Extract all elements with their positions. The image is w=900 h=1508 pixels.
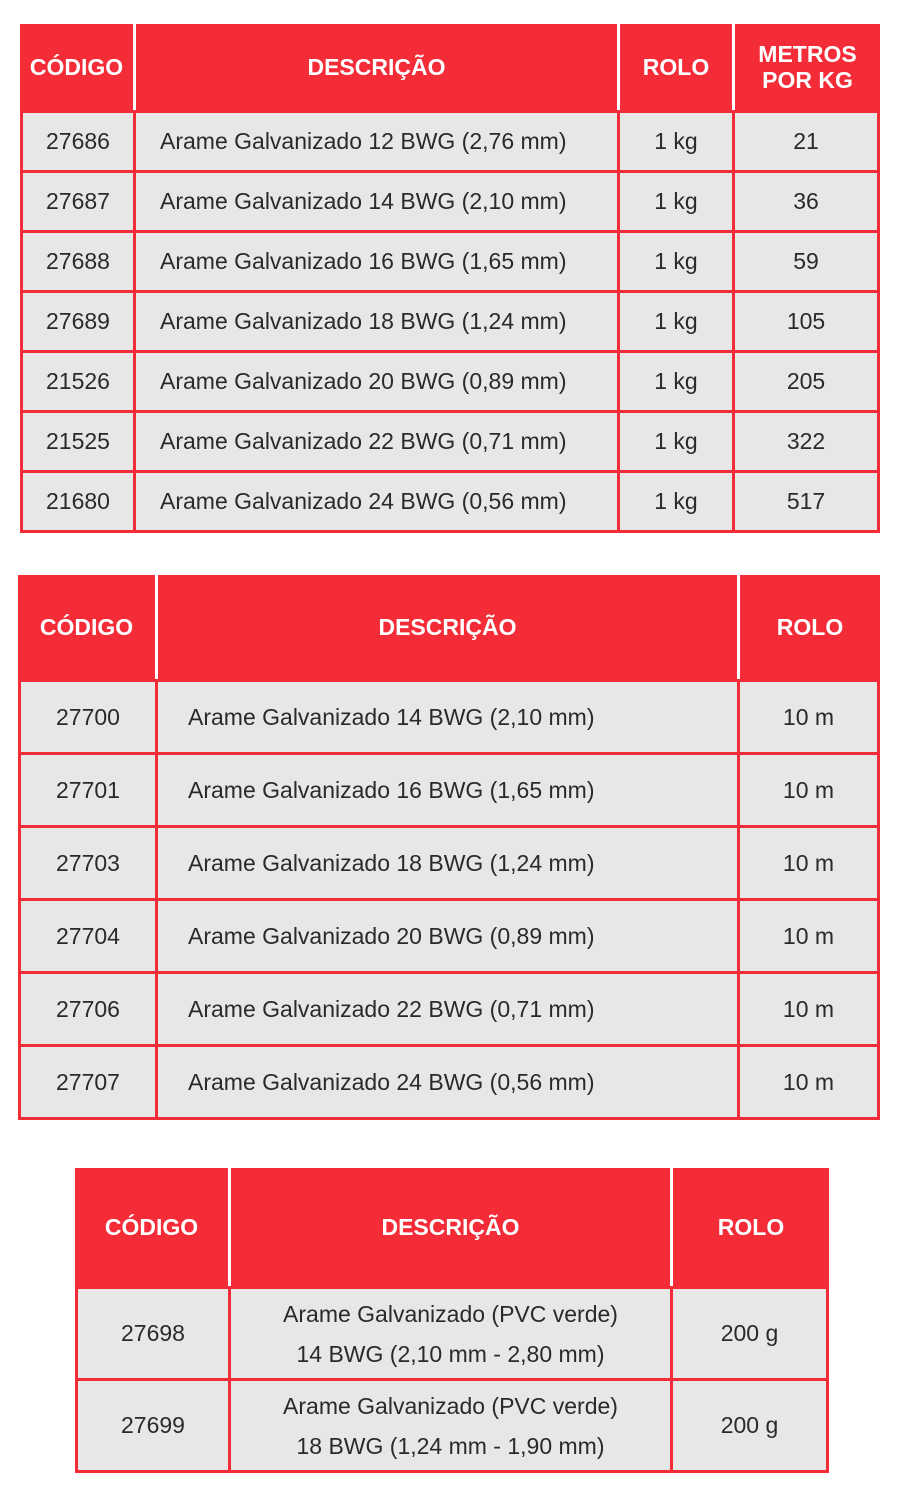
- cell-rolo: 10 m: [740, 679, 880, 752]
- cell-descricao-line-1: Arame Galvanizado (PVC verde): [283, 1392, 618, 1419]
- cell-rolo: 10 m: [740, 825, 880, 898]
- cell-metros: 21: [735, 110, 880, 170]
- cell-rolo: 10 m: [740, 1044, 880, 1120]
- wire-table-per-meter: [18, 575, 880, 1120]
- cell-descricao: Arame Galvanizado 18 BWG (1,24 mm): [158, 825, 740, 898]
- header-rolo: ROLO: [740, 575, 880, 679]
- cell-rolo: 1 kg: [620, 290, 735, 350]
- cell-descricao: Arame Galvanizado 22 BWG (0,71 mm): [136, 410, 620, 470]
- cell-codigo: 27689: [20, 290, 136, 350]
- cell-descricao: Arame Galvanizado 18 BWG (1,24 mm): [136, 290, 620, 350]
- cell-rolo: 1 kg: [620, 230, 735, 290]
- cell-rolo: 200 g: [673, 1286, 829, 1378]
- cell-codigo: 27688: [20, 230, 136, 290]
- cell-rolo: 1 kg: [620, 110, 735, 170]
- cell-codigo: 27698: [75, 1286, 231, 1378]
- cell-rolo: 1 kg: [620, 470, 735, 533]
- table-header-row: [20, 24, 880, 110]
- cell-metros: 105: [735, 290, 880, 350]
- cell-rolo: 1 kg: [620, 410, 735, 470]
- cell-rolo: 200 g: [673, 1378, 829, 1473]
- table-row: [18, 1044, 880, 1120]
- header-codigo: CÓDIGO: [75, 1168, 231, 1286]
- cell-rolo: 10 m: [740, 898, 880, 971]
- cell-codigo: 21526: [20, 350, 136, 410]
- cell-rolo: 10 m: [740, 752, 880, 825]
- header-descricao: DESCRIÇÃO: [136, 24, 620, 110]
- table-row: [75, 1378, 829, 1473]
- header-descricao: DESCRIÇÃO: [231, 1168, 673, 1286]
- cell-codigo: 27706: [18, 971, 158, 1044]
- header-descricao: DESCRIÇÃO: [158, 575, 740, 679]
- cell-codigo: 27687: [20, 170, 136, 230]
- cell-codigo: 27686: [20, 110, 136, 170]
- table-row: [75, 1286, 829, 1378]
- table-row: [18, 898, 880, 971]
- cell-codigo: 27700: [18, 679, 158, 752]
- cell-descricao: [231, 1378, 673, 1473]
- table-row: [20, 230, 880, 290]
- wire-table-pvc: [75, 1168, 829, 1473]
- table-row: [20, 470, 880, 533]
- table-row: [18, 752, 880, 825]
- cell-descricao-line-2: 18 BWG (1,24 mm - 1,90 mm): [296, 1432, 605, 1459]
- header-rolo: ROLO: [673, 1168, 829, 1286]
- cell-rolo: 1 kg: [620, 170, 735, 230]
- cell-descricao-line-1: Arame Galvanizado (PVC verde): [283, 1300, 618, 1327]
- table-row: [20, 170, 880, 230]
- cell-codigo: 27704: [18, 898, 158, 971]
- table-header-row: [18, 575, 880, 679]
- cell-metros: 36: [735, 170, 880, 230]
- cell-codigo: 27707: [18, 1044, 158, 1120]
- cell-codigo: 21525: [20, 410, 136, 470]
- cell-descricao: [231, 1286, 673, 1378]
- table-row: [20, 110, 880, 170]
- cell-metros: 322: [735, 410, 880, 470]
- header-codigo: CÓDIGO: [20, 24, 136, 110]
- cell-descricao: Arame Galvanizado 20 BWG (0,89 mm): [158, 898, 740, 971]
- cell-descricao: Arame Galvanizado 20 BWG (0,89 mm): [136, 350, 620, 410]
- table-row: [20, 410, 880, 470]
- cell-descricao-line-2: 14 BWG (2,10 mm - 2,80 mm): [296, 1340, 605, 1367]
- wire-table-per-kg: [20, 24, 880, 533]
- cell-descricao: Arame Galvanizado 22 BWG (0,71 mm): [158, 971, 740, 1044]
- table-header-row: [75, 1168, 829, 1286]
- cell-descricao: Arame Galvanizado 16 BWG (1,65 mm): [158, 752, 740, 825]
- cell-descricao: Arame Galvanizado 16 BWG (1,65 mm): [136, 230, 620, 290]
- cell-descricao: Arame Galvanizado 24 BWG (0,56 mm): [136, 470, 620, 533]
- cell-metros: 59: [735, 230, 880, 290]
- header-metros-por-kg: [735, 24, 880, 110]
- header-rolo: ROLO: [620, 24, 735, 110]
- cell-codigo: 27701: [18, 752, 158, 825]
- cell-descricao: Arame Galvanizado 14 BWG (2,10 mm): [158, 679, 740, 752]
- table-row: [20, 350, 880, 410]
- table-row: [18, 679, 880, 752]
- cell-descricao: Arame Galvanizado 12 BWG (2,76 mm): [136, 110, 620, 170]
- cell-codigo: 27703: [18, 825, 158, 898]
- cell-rolo: 10 m: [740, 971, 880, 1044]
- cell-metros: 517: [735, 470, 880, 533]
- cell-descricao: Arame Galvanizado 24 BWG (0,56 mm): [158, 1044, 740, 1120]
- table-row: [18, 971, 880, 1044]
- table-row: [20, 290, 880, 350]
- cell-codigo: 27699: [75, 1378, 231, 1473]
- cell-rolo: 1 kg: [620, 350, 735, 410]
- header-codigo: CÓDIGO: [18, 575, 158, 679]
- cell-metros: 205: [735, 350, 880, 410]
- table-row: [18, 825, 880, 898]
- header-por-kg-line: POR KG: [762, 67, 853, 93]
- cell-descricao: Arame Galvanizado 14 BWG (2,10 mm): [136, 170, 620, 230]
- header-metros-line: METROS: [758, 41, 857, 67]
- cell-codigo: 21680: [20, 470, 136, 533]
